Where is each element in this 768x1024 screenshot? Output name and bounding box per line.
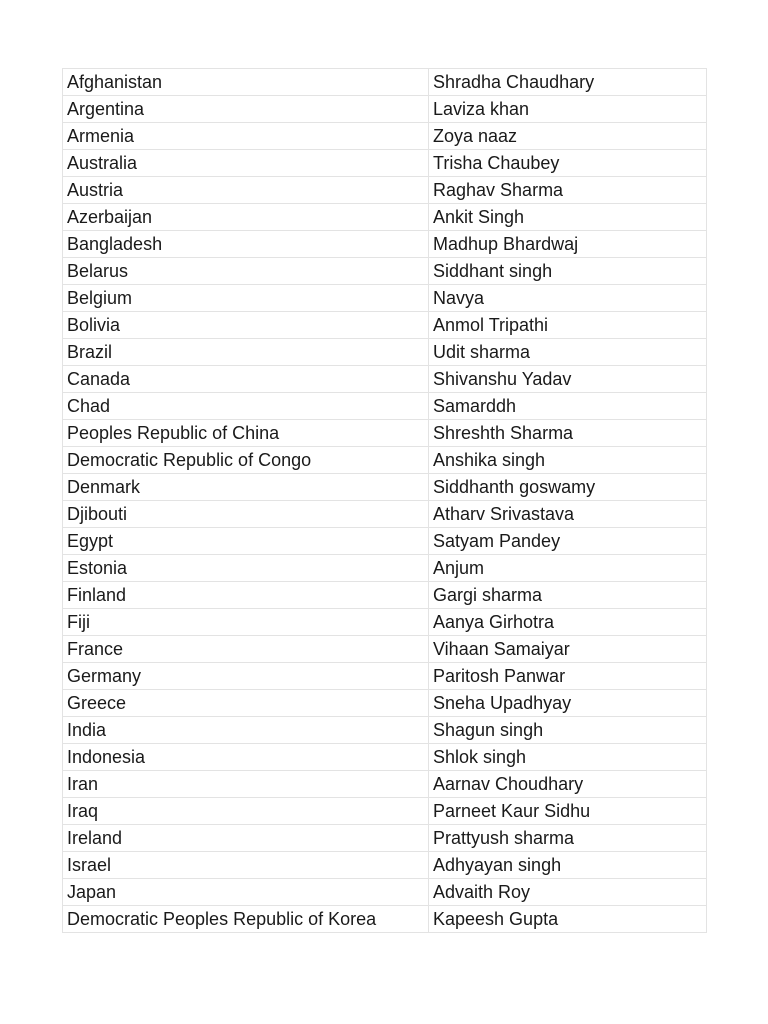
country-cell: Armenia	[63, 123, 429, 150]
student-name-cell: Shreshth Sharma	[429, 420, 707, 447]
table-row	[63, 501, 707, 528]
student-name-cell: Atharv Srivastava	[429, 501, 707, 528]
country-cell: Iran	[63, 771, 429, 798]
table-row	[63, 231, 707, 258]
table-row	[63, 528, 707, 555]
country-cell: Finland	[63, 582, 429, 609]
table-row	[63, 69, 707, 96]
student-name-cell: Samarddh	[429, 393, 707, 420]
student-name-cell: Prattyush sharma	[429, 825, 707, 852]
country-cell: Argentina	[63, 96, 429, 123]
student-name-cell: Siddhanth goswamy	[429, 474, 707, 501]
table-row	[63, 906, 707, 933]
table-row	[63, 690, 707, 717]
country-cell: Peoples Republic of China	[63, 420, 429, 447]
table-row	[63, 744, 707, 771]
table-row	[63, 420, 707, 447]
table-row	[63, 798, 707, 825]
student-name-cell: Anjum	[429, 555, 707, 582]
table-row	[63, 447, 707, 474]
country-cell: Ireland	[63, 825, 429, 852]
table-body	[63, 69, 707, 933]
student-name-cell: Advaith Roy	[429, 879, 707, 906]
student-name-cell: Parneet Kaur Sidhu	[429, 798, 707, 825]
table-row	[63, 582, 707, 609]
student-name-cell: Paritosh Panwar	[429, 663, 707, 690]
country-cell: Azerbaijan	[63, 204, 429, 231]
country-cell: Belgium	[63, 285, 429, 312]
country-cell: Estonia	[63, 555, 429, 582]
table-row	[63, 555, 707, 582]
student-name-cell: Zoya naaz	[429, 123, 707, 150]
country-cell: Austria	[63, 177, 429, 204]
country-cell: Israel	[63, 852, 429, 879]
table-row	[63, 312, 707, 339]
country-cell: Iraq	[63, 798, 429, 825]
student-name-cell: Sneha Upadhyay	[429, 690, 707, 717]
country-cell: Bolivia	[63, 312, 429, 339]
table-row	[63, 717, 707, 744]
student-name-cell: Navya	[429, 285, 707, 312]
country-cell: Belarus	[63, 258, 429, 285]
table-row	[63, 123, 707, 150]
country-cell: Democratic Republic of Congo	[63, 447, 429, 474]
table-row	[63, 825, 707, 852]
country-cell: Bangladesh	[63, 231, 429, 258]
country-cell: Brazil	[63, 339, 429, 366]
country-cell: Indonesia	[63, 744, 429, 771]
student-name-cell: Adhyayan singh	[429, 852, 707, 879]
country-cell: Japan	[63, 879, 429, 906]
table-row	[63, 339, 707, 366]
country-assignment-table	[62, 68, 707, 933]
student-name-cell: Shivanshu Yadav	[429, 366, 707, 393]
student-name-cell: Anshika singh	[429, 447, 707, 474]
student-name-cell: Shlok singh	[429, 744, 707, 771]
country-cell: Canada	[63, 366, 429, 393]
country-cell: Djibouti	[63, 501, 429, 528]
country-cell: Chad	[63, 393, 429, 420]
country-cell: Afghanistan	[63, 69, 429, 96]
student-name-cell: Satyam Pandey	[429, 528, 707, 555]
table-row	[63, 636, 707, 663]
student-name-cell: Udit sharma	[429, 339, 707, 366]
table-row	[63, 474, 707, 501]
table-row	[63, 285, 707, 312]
country-cell: Australia	[63, 150, 429, 177]
country-cell: Egypt	[63, 528, 429, 555]
student-name-cell: Aarnav Choudhary	[429, 771, 707, 798]
table-row	[63, 663, 707, 690]
student-name-cell: Madhup Bhardwaj	[429, 231, 707, 258]
country-cell: Democratic Peoples Republic of Korea	[63, 906, 429, 933]
country-cell: Germany	[63, 663, 429, 690]
table-row	[63, 177, 707, 204]
country-cell: Denmark	[63, 474, 429, 501]
country-cell: India	[63, 717, 429, 744]
table-row	[63, 609, 707, 636]
table-row	[63, 879, 707, 906]
student-name-cell: Vihaan Samaiyar	[429, 636, 707, 663]
student-name-cell: Shagun singh	[429, 717, 707, 744]
table-row	[63, 852, 707, 879]
student-name-cell: Laviza khan	[429, 96, 707, 123]
table-row	[63, 771, 707, 798]
table-row	[63, 204, 707, 231]
student-name-cell: Gargi sharma	[429, 582, 707, 609]
table-row	[63, 393, 707, 420]
student-name-cell: Aanya Girhotra	[429, 609, 707, 636]
table-row	[63, 96, 707, 123]
country-cell: France	[63, 636, 429, 663]
student-name-cell: Raghav Sharma	[429, 177, 707, 204]
student-name-cell: Trisha Chaubey	[429, 150, 707, 177]
country-cell: Fiji	[63, 609, 429, 636]
table-row	[63, 366, 707, 393]
student-name-cell: Siddhant singh	[429, 258, 707, 285]
student-name-cell: Kapeesh Gupta	[429, 906, 707, 933]
student-name-cell: Anmol Tripathi	[429, 312, 707, 339]
student-name-cell: Ankit Singh	[429, 204, 707, 231]
table-row	[63, 258, 707, 285]
table-row	[63, 150, 707, 177]
country-cell: Greece	[63, 690, 429, 717]
student-name-cell: Shradha Chaudhary	[429, 69, 707, 96]
